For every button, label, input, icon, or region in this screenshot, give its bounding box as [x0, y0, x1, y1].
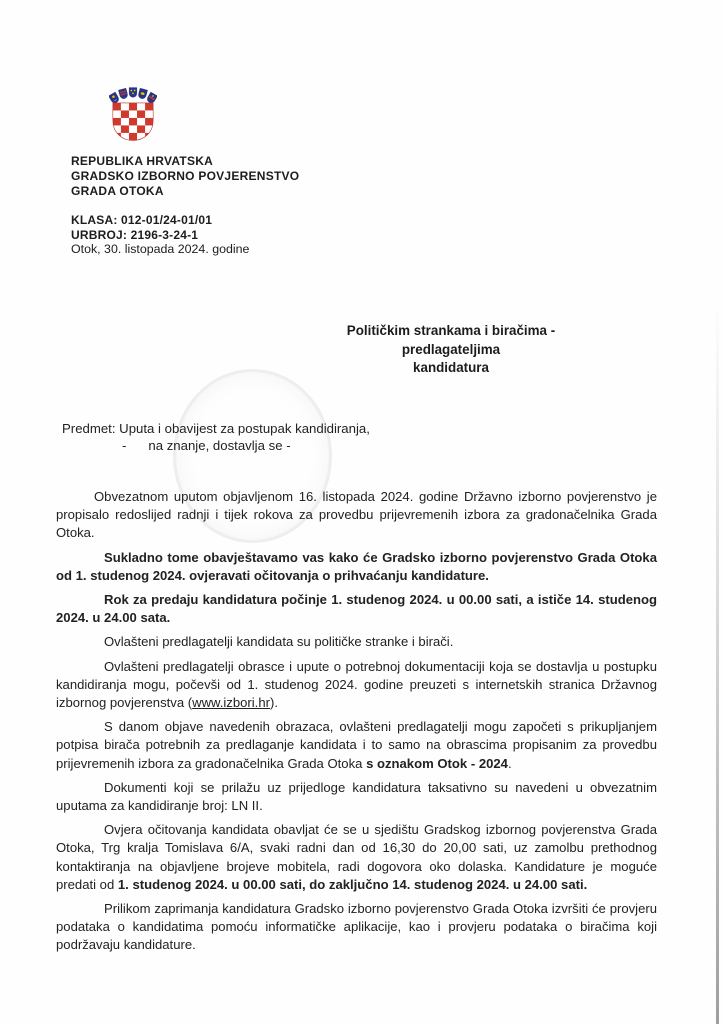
addressee-line1: Političkim strankama i biračima - predlagateljima [346, 323, 556, 357]
klasa-line: KLASA: 012-01/24-01/01 [71, 213, 213, 227]
paragraph [56, 658, 657, 713]
urbroj-line: URBROJ: 2196-3-24-1 [71, 228, 199, 242]
subject-line2: - na znanje, dostavlja se - [122, 437, 291, 453]
paragraph [56, 549, 657, 585]
text-run: Rok za predaju kandidatura počinje 1. studenog 2024. u 00.00 sati, a ističe 14. studenog 2024. u 24.00 sata. [56, 592, 657, 626]
text-run: . [507, 755, 512, 771]
text-run: ). [269, 695, 278, 711]
reference-block [71, 213, 249, 257]
letterhead-org: GRADSKO IZBORNO POVJERENSTVO [71, 169, 300, 183]
text-run: Obvezatnom uputom objavljenom 16. listopada 2024. godine Državno izborno povjerenstvo je propisalo redoslijed radnji i tijek rokova za provedbu prijevremenih izbora za gradonačelnika Grada Otoka. [56, 489, 657, 541]
paragraph [56, 633, 657, 651]
letterhead-city: GRADA OTOKA [71, 184, 164, 198]
addressee-block [306, 322, 596, 378]
text-run: 1. studenog 2024. u 00.00 sati, do zaključno 14. studenog 2024. u 24.00 sati. [117, 876, 588, 892]
subject-block [62, 421, 370, 454]
text-run: s oznakom Otok - 2024 [366, 755, 508, 771]
paragraph [56, 718, 657, 773]
place-date-line: Otok, 30. listopada 2024. godine [71, 242, 250, 256]
paragraph [56, 488, 657, 543]
paragraph [56, 779, 657, 815]
text-run: Sukladno tome obavještavamo vas kako će Gradsko izborno povjerenstvo Grada Otoka od 1. studenog 2024. ovjeravati očitovanja o prihvaćanju kandidature. [56, 549, 657, 583]
text-run: Prilikom zaprimanja kandidatura Gradsko izborno povjerenstvo Grada Otoka izvršiti će provjeru podataka o kandidatima pomoću informatičke aplikacije, kao i provjeru podataka o biračima koji podržavaju kandidature. [56, 901, 657, 953]
paragraph [56, 591, 657, 627]
croatian-coat-of-arms-icon [109, 85, 157, 143]
text-run: Dokumenti koji se prilažu uz prijedloge kandidatura taksativno su navedeni u obvezatnim uputama za kandidiranje broj: LN II. [56, 779, 657, 814]
text-run: Ovlašteni predlagatelji kandidata su političke stranke i birači. [104, 634, 454, 650]
letterhead [71, 154, 299, 199]
scan-edge-artifact [716, 300, 719, 1024]
paragraph [56, 900, 657, 955]
letterhead-country: REPUBLIKA HRVATSKA [71, 154, 214, 168]
paragraph [56, 821, 657, 894]
text-run: Ovjera očitovanja kandidata obavljat će se u sjedištu Gradskog izbornog povjerenstva Grada Otoka, Trg kralja Tomislava 6/A, svaki radni dan od 16,30 do 20,00 sati, uz zamolbu prethodnog kontaktiranja na objavljene brojeve mobitela, radi dogovora oko dolaska. Kandidature je moguće predati od [56, 822, 657, 892]
text-run: S danom objave navedenih obrazaca, ovlašteni predlagatelji mogu započeti s prikupljanjem potpisa birača potrebnih za predlaganje kandidata i to samo na obrascima propisanim za provedbu prijevremenih izbora za gradonačelnika Grada Otoka [56, 719, 657, 771]
text-run: Ovlašteni predlagatelji obrasce i upute o potrebnoj dokumentaciji koja se dostavlja u postupku kandidiranja mogu, počevši od 1. studenog 2024. godine preuzeti s internetskih stranica Državnog izbornog povjerenstva ( [56, 658, 657, 711]
subject-line1: Predmet: Uputa i obavijest za postupak kandidiranja, [62, 421, 370, 436]
addressee-line2: kandidatura [413, 360, 489, 375]
body-paragraphs [56, 488, 657, 961]
izbori-url-text: www.izbori.hr [192, 695, 270, 711]
